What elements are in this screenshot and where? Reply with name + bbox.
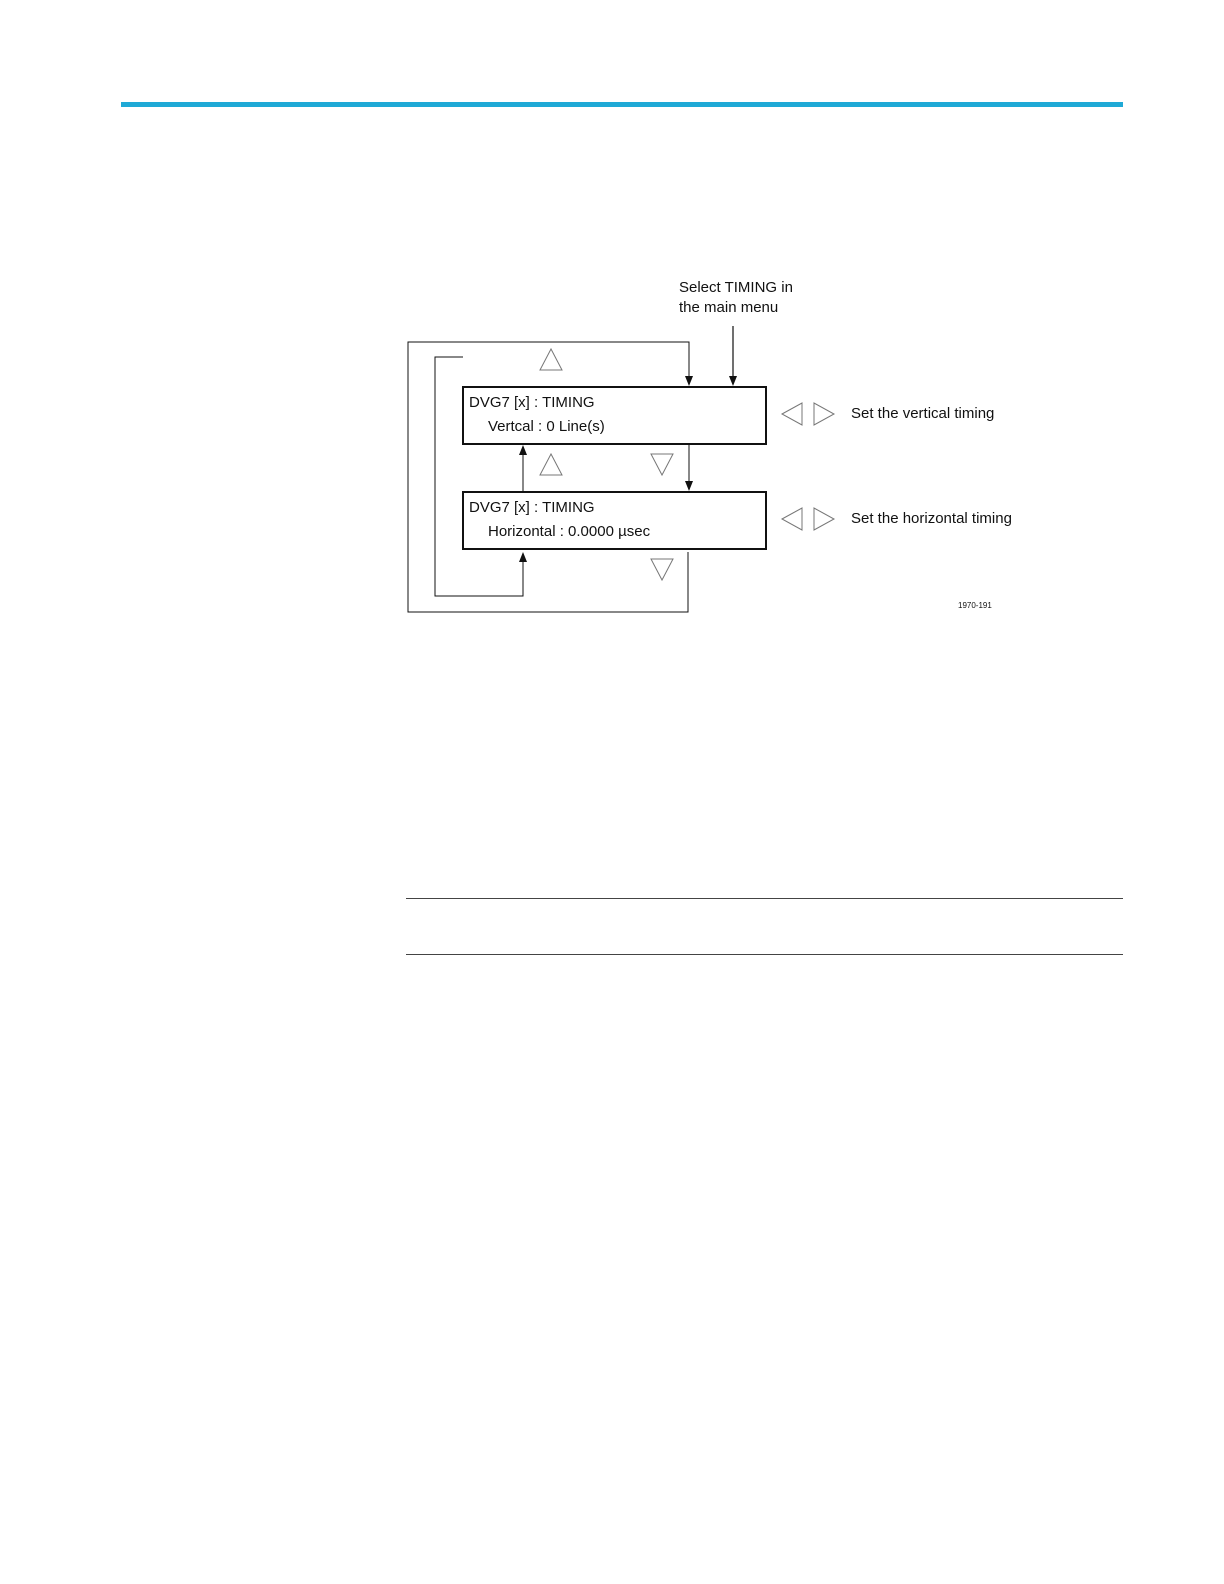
- menu-vertical-title: DVG7 [x] : TIMING: [469, 394, 595, 411]
- down-connector-arrowhead: [685, 481, 693, 491]
- up-triangle-icon: [540, 349, 562, 370]
- up-connector-arrowhead: [519, 445, 527, 455]
- inner-loop-arrowhead: [519, 552, 527, 562]
- outer-loop-path: [408, 342, 689, 612]
- menu-vertical-value: Vertcal : 0 Line(s): [488, 418, 605, 435]
- entry-label-line1: Select TIMING in: [679, 279, 793, 296]
- down-triangle-icon: [651, 559, 673, 580]
- left-triangle-icon: [782, 403, 802, 425]
- menu-horizontal-value: Horizontal : 0.0000 µsec: [488, 523, 651, 540]
- figure-id: 1970-191: [958, 601, 992, 610]
- up-triangle-icon: [540, 454, 562, 475]
- note-rule-top: [406, 898, 1123, 899]
- left-triangle-icon: [782, 508, 802, 530]
- note-rule-bottom: [406, 954, 1123, 955]
- action-vertical: Set the vertical timing: [851, 405, 995, 422]
- menu-horizontal-title: DVG7 [x] : TIMING: [469, 499, 595, 516]
- down-triangle-icon: [651, 454, 673, 475]
- action-horizontal: Set the horizontal timing: [851, 510, 1012, 527]
- right-triangle-icon: [814, 403, 834, 425]
- entry-label-line2: the main menu: [679, 299, 779, 316]
- outer-loop-arrowhead: [685, 376, 693, 386]
- right-triangle-icon: [814, 508, 834, 530]
- entry-arrowhead: [729, 376, 737, 386]
